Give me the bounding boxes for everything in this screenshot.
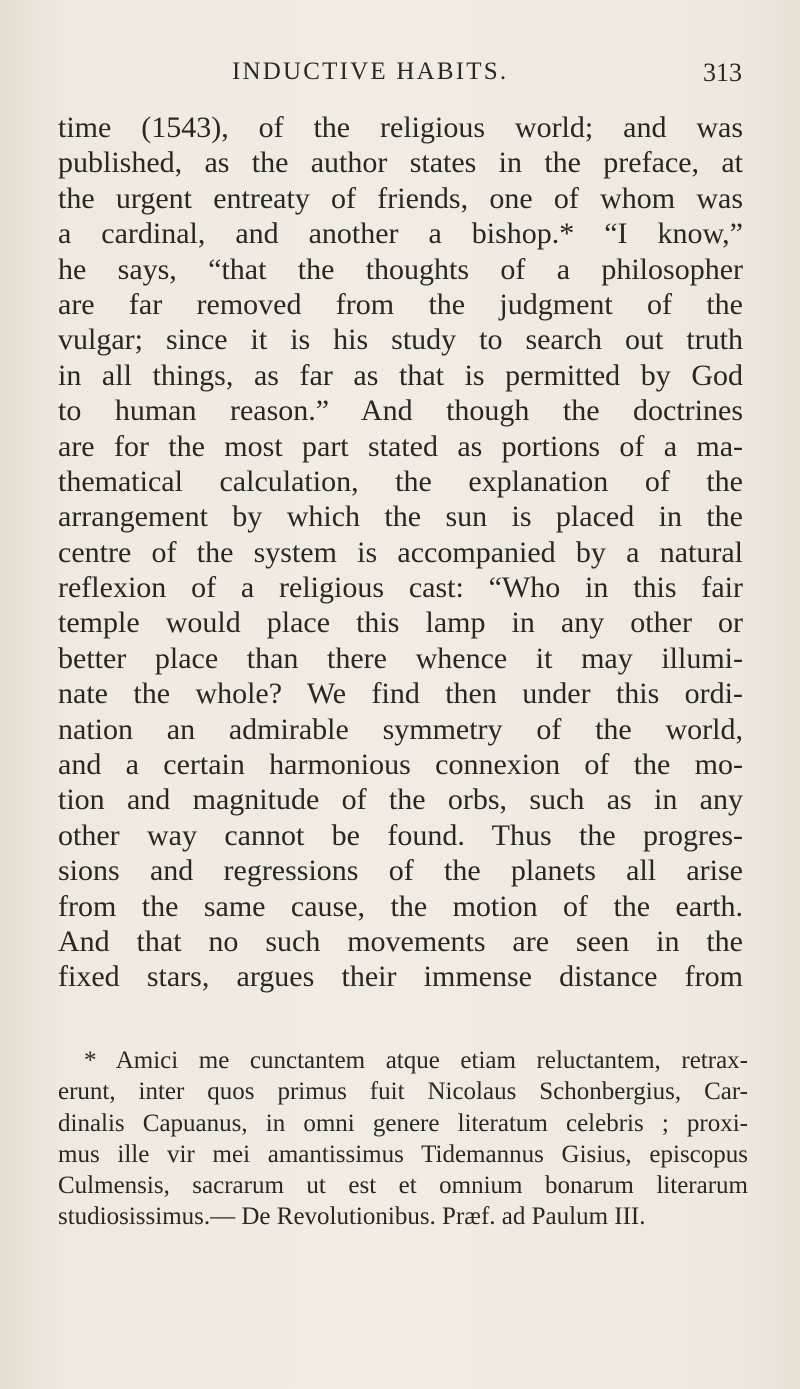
footnote-line: mus ille vir mei amantissimus Tidemannus Gisius, episcopus [58,1140,748,1168]
footnote-line: dinalis Capuanus, in omni genere literatum celebris ; proxi- [58,1109,748,1137]
page-number: 313 [703,58,742,87]
body-line: the urgent entreaty of friends, one of whom was [58,181,743,215]
body-line: to human reason.” And though the doctrines [58,394,743,428]
body-line: nate the whole? We find then under this ordi- [58,677,743,711]
body-line: centre of the system is accompanied by a natural [58,535,743,569]
body-line: tion and magnitude of the orbs, such as in any [58,783,743,817]
body-line: nation an admirable symmetry of the world, [58,712,743,746]
body-line: fixed stars, argues their immense distance from [58,960,743,994]
body-line: thematical calculation, the explanation of the [58,464,743,498]
body-line: reflexion of a religious cast: “Who in this fair [58,571,743,605]
footnote-line: studiosissimus.— De Revolutionibus. Præf. ad Paulum III. [58,1203,646,1231]
footnote-line: * Amici me cunctantem atque etiam reluctantem, retrax- [84,1047,748,1074]
running-head [0,58,800,98]
body-line: and a certain harmonious connexion of the mo- [58,748,743,782]
body-line: are for the most part stated as portions of a ma- [58,429,743,463]
footnote-line: Culmensis, sacrarum ut est et omnium bonarum literarum [58,1172,748,1200]
body-line: a cardinal, and another a bishop.* “I know,” [58,217,743,251]
body-text [58,110,743,995]
body-line: he says, “that the thoughts of a philosopher [58,252,743,286]
body-line: time (1543), of the religious world; and was [58,111,743,144]
body-line: temple would place this lamp in any other or [58,606,743,640]
footnote [58,1045,748,1233]
body-line: published, as the author states in the preface, at [58,146,743,180]
body-line: sions and regressions of the planets all arise [58,854,743,888]
body-line: are far removed from the judgment of the [58,287,743,321]
body-line: vulgar; since it is his study to search out truth [58,323,743,357]
body-line: other way cannot be found. Thus the progres- [58,818,743,852]
running-title: INDUCTIVE HABITS. [232,58,509,85]
body-line: arrangement by which the sun is placed in the [58,500,743,534]
body-line: better place than there whence it may illumi- [58,641,743,675]
body-line: And that no such movements are seen in the [58,924,743,958]
footnote-line: erunt, inter quos primus fuit Nicolaus Schonbergius, Car- [58,1078,748,1106]
body-line: in all things, as far as that is permitted by God [58,358,743,392]
body-line: from the same cause, the motion of the earth. [58,889,743,923]
